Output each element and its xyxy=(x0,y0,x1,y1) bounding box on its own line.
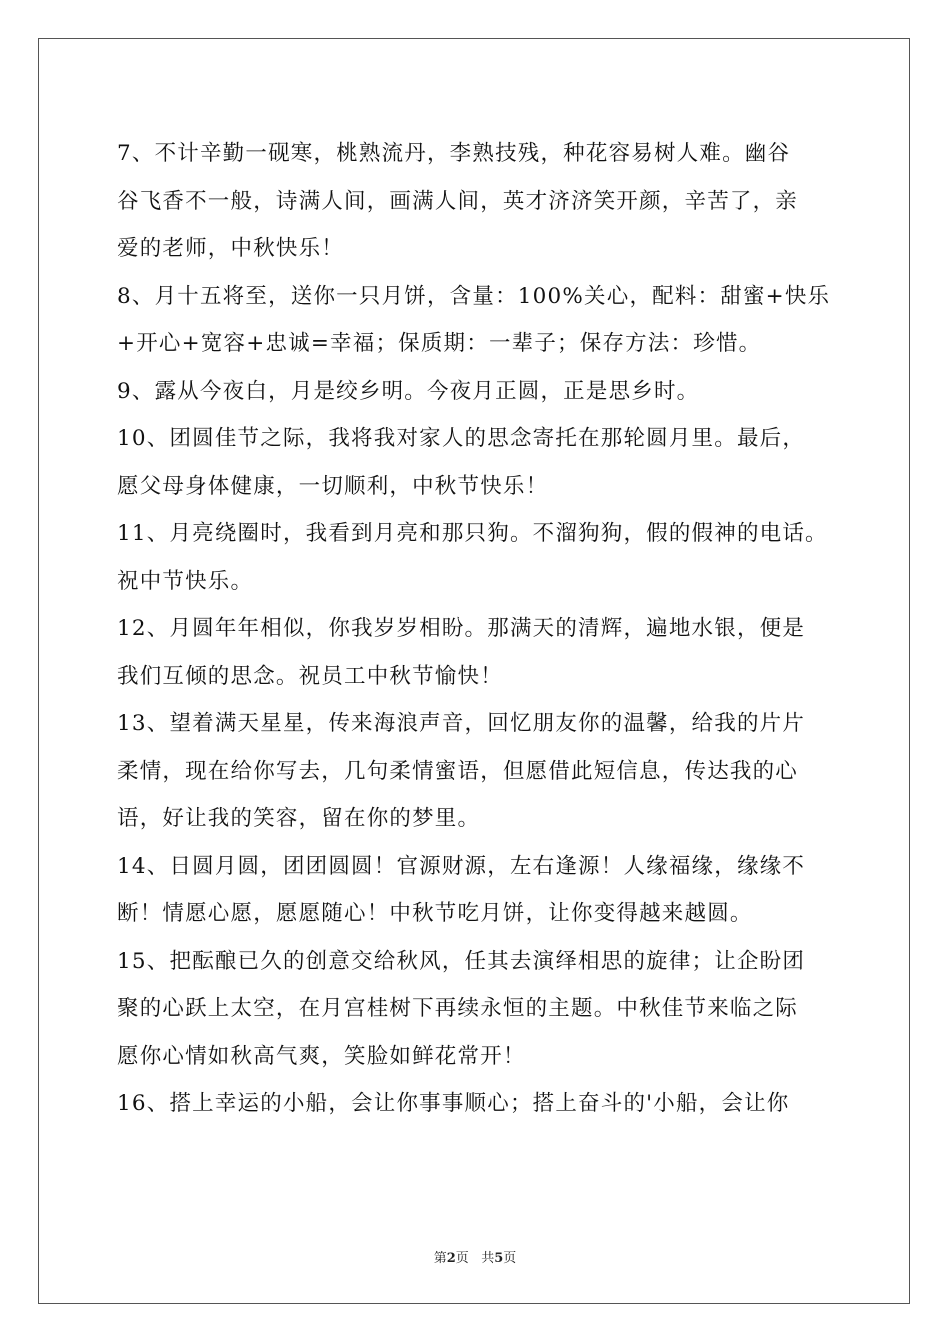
page-number: 2 xyxy=(446,1251,456,1266)
paragraph-9 xyxy=(117,368,837,416)
paragraph-14 xyxy=(117,843,837,938)
text-line: 语，好让我的笑容，留在你的梦里。 xyxy=(117,806,481,831)
text-line: 柔情，现在给你写去，几句柔情蜜语，但愿借此短信息，传达我的心 xyxy=(117,758,799,784)
total-prefix: 共 xyxy=(481,1251,495,1266)
paragraph-13 xyxy=(117,700,837,843)
text-line: +开心+宽容+忠诚=幸福；保质期：一辈子；保存方法：珍惜。 xyxy=(117,331,762,356)
text-line: 7、不计辛勤一砚寒，桃熟流丹，李熟技残，种花容易树人难。幽谷 xyxy=(117,141,791,166)
total-suffix: 页 xyxy=(503,1251,517,1266)
text-line: 10、团圆佳节之际，我将我对家人的思念寄托在那轮圆月里。最后， xyxy=(117,426,806,451)
text-line: 断！情愿心愿，愿愿随心！中秋节吃月饼，让你变得越来越圆。 xyxy=(117,901,753,926)
text-line: 9、露从今夜白，月是绞乡明。今夜月正圆，正是思乡时。 xyxy=(117,378,700,404)
text-line: 15、把酝酿已久的创意交给秋风，任其去演绎相思的旋律；让企盼团 xyxy=(117,948,806,974)
page-suffix: 页 xyxy=(455,1251,469,1266)
text-line: 祝中节快乐。 xyxy=(117,568,254,594)
text-line: 愿父母身体健康，一切顺利，中秋节快乐！ xyxy=(117,473,549,499)
paragraph-8 xyxy=(117,273,837,368)
text-line: 8、月十五将至，送你一只月饼，含量：100%关心，配料：甜蜜+快乐 xyxy=(117,283,831,309)
text-line: 愿你心情如秋高气爽，笑脸如鲜花常开！ xyxy=(117,1043,526,1069)
total-pages: 5 xyxy=(494,1251,504,1266)
paragraph-12 xyxy=(117,605,837,700)
paragraph-11 xyxy=(117,510,837,605)
text-line: 14、日圆月圆，团团圆圆！官源财源，左右逢源！人缘福缘，缘缘不 xyxy=(117,853,806,879)
paragraph-16 xyxy=(117,1080,837,1128)
text-line: 12、月圆年年相似，你我岁岁相盼。那满天的清辉，遍地水银，便是 xyxy=(117,616,806,641)
document-body xyxy=(117,130,837,1128)
paragraph-10 xyxy=(117,415,837,510)
paragraph-7 xyxy=(117,130,837,273)
text-line: 我们互倾的思念。祝员工中秋节愉快！ xyxy=(117,663,503,689)
text-line: 聚的心跃上太空，在月宫桂树下再续永恒的主题。中秋佳节来临之际 xyxy=(117,996,799,1021)
page-footer xyxy=(0,1247,950,1266)
page-prefix: 第 xyxy=(433,1251,447,1266)
text-line: 谷飞香不一般，诗满人间，画满人间，英才济济笑开颜，辛苦了，亲 xyxy=(117,188,799,214)
text-line: 爱的老师，中秋快乐！ xyxy=(117,236,345,261)
text-line: 11、月亮绕圈时，我看到月亮和那只狗。不溜狗狗，假的假神的电话。 xyxy=(117,521,828,546)
paragraph-15 xyxy=(117,938,837,1081)
text-line: 16、搭上幸运的小船，会让你事事顺心；搭上奋斗的'小船，会让你 xyxy=(117,1091,790,1116)
text-line: 13、望着满天星星，传来海浪声音，回忆朋友你的温馨，给我的片片 xyxy=(117,711,806,736)
